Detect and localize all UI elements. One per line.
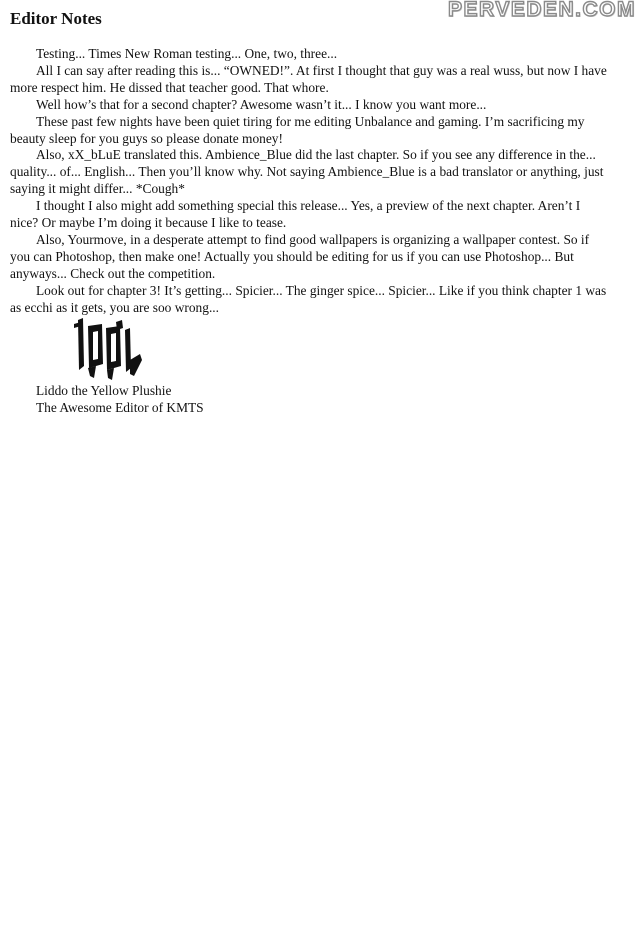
watermark-logo: PERVEDEN.COM: [448, 0, 636, 21]
paragraph-4: These past few nights have been quiet tiring for me editing Unbalance and gaming. I’m sacrificing my beauty sleep for you guys so please donate money!: [10, 113, 585, 146]
signature-mark: [72, 316, 144, 382]
paragraph-1: Testing... Times New Roman testing... One, two, three...: [36, 46, 338, 61]
signature-block: [36, 383, 204, 417]
signature-role: The Awesome Editor of KMTS: [36, 399, 204, 415]
signature-name: Liddo the Yellow Plushie: [36, 383, 172, 398]
paragraph-7: Also, Yourmove, in a desperate attempt to find good wallpapers is organizing a wallpaper contest. So if you can Photoshop, then make one! Actually you should be editing for us if you can use Photoshop... But anyways... Check out the competition.: [10, 231, 590, 281]
paragraph-5: Also, xX_bLuE translated this. Ambience_Blue did the last chapter. So if you see any difference in the... quality... of... English... Then you’ll know why. Not saying Ambience_Blue is a bad translator or anything, just saying it might differ... *Cough*: [10, 147, 604, 197]
paragraph-8: Look out for chapter 3! It’s getting... Spicier... The ginger spice... Spicier... Like if you think chapter 1 was as ecchi as it gets, you are soo wrong...: [10, 282, 607, 315]
page-title: Editor Notes: [10, 9, 102, 28]
notes-body: [10, 46, 610, 317]
paragraph-6: I thought I also might add something special this release... Yes, a preview of the next chapter. Aren’t I nice? Or maybe I’m doing it because I like to tease.: [10, 198, 581, 231]
paragraph-3: Well how’s that for a second chapter? Awesome wasn’t it... I know you want more...: [36, 96, 487, 112]
paragraph-2: All I can say after reading this is... “OWNED!”. At first I thought that guy was a real wuss, but now I have more respect him. He dissed that teacher good. That whore.: [10, 62, 607, 95]
